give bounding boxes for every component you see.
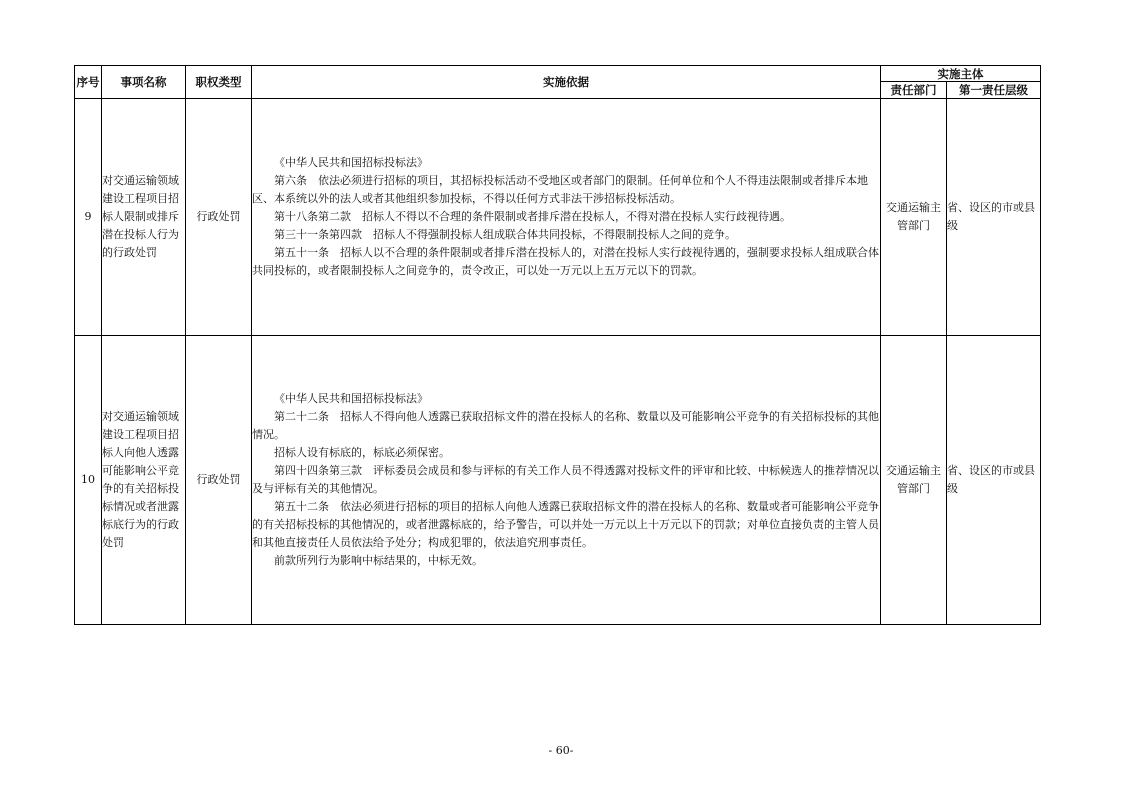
row-item-name: 对交通运输领域建设工程项目招标人向他人透露可能影响公平竞争的有关招标投标情况或者泄露标底行为的行政处罚 bbox=[102, 336, 186, 625]
row-seq: 9 bbox=[75, 99, 102, 336]
basis-paragraph: 第五十二条 依法必须进行招标的项目的招标人向他人透露已获取招标文件的潜在投标人的名称、数量或者可能影响公平竞争的有关招标投标的其他情况的，或者泄露标底的，给予警告，可以并处一万元以上十万元以下的罚款；对单位直接负责的主管人员和其他直接责任人员依法给予处分；构成犯罪的，依法追究刑事责任。 bbox=[252, 500, 879, 549]
row-level: 省、设区的市或县级 bbox=[947, 336, 1041, 625]
row-item-name: 对交通运输领域建设工程项目招标人限制或排斥潜在投标人行为的行政处罚 bbox=[102, 99, 186, 336]
table-row bbox=[75, 99, 1041, 336]
basis-paragraph: 第十八条第二款 招标人不得以不合理的条件限制或者排斥潜在投标人，不得对潜在投标人实行歧视待遇。 bbox=[274, 210, 791, 223]
row-dept: 交通运输主管部门 bbox=[881, 336, 947, 625]
header-level: 第一责任层级 bbox=[947, 82, 1041, 99]
basis-paragraph: 第二十二条 招标人不得向他人透露已获取招标文件的潜在投标人的名称、数量以及可能影响公平竞争的有关招标投标的其他情况。 bbox=[252, 410, 879, 441]
header-name: 事项名称 bbox=[102, 66, 186, 99]
header-subject: 实施主体 bbox=[881, 66, 1041, 82]
basis-paragraph: 第五十一条 招标人以不合理的条件限制或者排斥潜在投标人的，对潜在投标人实行歧视待遇的，强制要求投标人组成联合体共同投标的，或者限制投标人之间竞争的，责令改正，可以处一万元以上五万元以下的罚款。 bbox=[252, 246, 879, 277]
page-number: - 60- bbox=[548, 744, 574, 757]
basis-paragraph: 前款所列行为影响中标结果的，中标无效。 bbox=[274, 554, 483, 567]
basis-paragraph: 招标人设有标底的，标底必须保密。 bbox=[274, 446, 450, 459]
row-basis bbox=[252, 336, 881, 625]
row-power-type: 行政处罚 bbox=[186, 99, 252, 336]
row-seq: 10 bbox=[75, 336, 102, 625]
basis-paragraph: 第六条 依法必须进行招标的项目，其招标投标活动不受地区或者部门的限制。任何单位和个人不得违法限制或者排斥本地区、本系统以外的法人或者其他组织参加投标，不得以任何方式非法干涉招标投标活动。 bbox=[252, 174, 868, 205]
basis-paragraph: 《中华人民共和国招标投标法》 bbox=[274, 156, 428, 169]
table-row bbox=[75, 336, 1041, 625]
basis-paragraph: 《中华人民共和国招标投标法》 bbox=[274, 392, 428, 405]
header-seq: 序号 bbox=[75, 66, 102, 99]
row-basis bbox=[252, 99, 881, 336]
row-power-type: 行政处罚 bbox=[186, 336, 252, 625]
header-basis: 实施依据 bbox=[252, 66, 881, 99]
header-type: 职权类型 bbox=[186, 66, 252, 99]
row-dept: 交通运输主管部门 bbox=[881, 99, 947, 336]
basis-paragraph: 第四十四条第三款 评标委员会成员和参与评标的有关工作人员不得透露对投标文件的评审和比较、中标候选人的推荐情况以及与评标有关的其他情况。 bbox=[252, 464, 879, 495]
header-dept: 责任部门 bbox=[881, 82, 947, 99]
basis-paragraph: 第三十一条第四款 招标人不得强制投标人组成联合体共同投标，不得限制投标人之间的竞争。 bbox=[274, 228, 736, 241]
enforcement-table bbox=[74, 65, 1041, 625]
row-level: 省、设区的市或县级 bbox=[947, 99, 1041, 336]
